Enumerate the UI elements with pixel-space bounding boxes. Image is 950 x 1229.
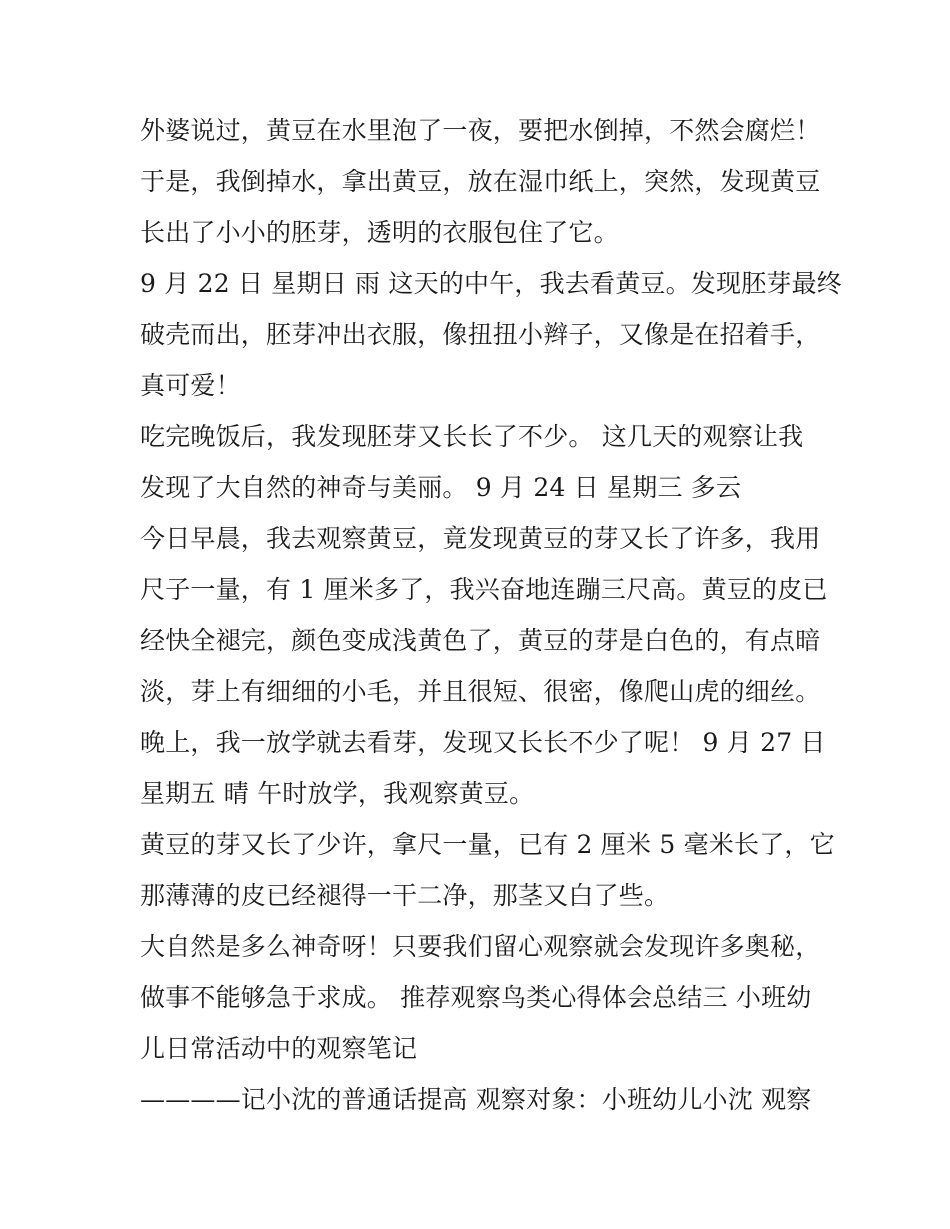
text-line: 破壳而出，胚芽冲出衣服，像扭扭小辫子，又像是在招着手， <box>140 320 821 349</box>
text-line: 黄豆的芽又长了少许，拿尺一量，已有 2 厘米 5 毫米长了，它 <box>140 830 835 859</box>
text-line: 尺子一量，有 1 厘米多了，我兴奋地连蹦三尺高。黄豆的皮已 <box>140 575 828 604</box>
text-line: 9 月 22 日 星期日 雨 这天的中午，我去看黄豆。发现胚芽最终 <box>140 269 843 298</box>
text-line: 儿日常活动中的观察笔记 <box>140 1034 418 1063</box>
text-line: 真可爱！ <box>140 371 241 400</box>
text-line: 晚上，我一放学就去看芽，发现又长长不少了呢！ 9 月 27 日 <box>140 728 826 757</box>
text-line: 今日早晨，我去观察黄豆，竟发现黄豆的芽又长了许多，我用 <box>140 524 821 553</box>
text-line: 星期五 晴 午时放学，我观察黄豆。 <box>140 779 535 808</box>
text-line: 外婆说过，黄豆在水里泡了一夜，要把水倒掉，不然会腐烂！ <box>140 116 821 145</box>
text-line: ————记小沈的普通话提高 观察对象：小班幼儿小沈 观察 <box>140 1085 812 1114</box>
text-line: 大自然是多么神奇呀！只要我们留心观察就会发现许多奥秘， <box>140 932 821 961</box>
document-body <box>140 105 843 1125</box>
text-line: 经快全褪完，颜色变成浅黄色了，黄豆的芽是白色的，有点暗 <box>140 626 821 655</box>
text-line: 发现了大自然的神奇与美丽。 9 月 24 日 星期三 多云 <box>140 473 742 502</box>
text-line: 长出了小小的胚芽，透明的衣服包住了它。 <box>140 218 619 247</box>
text-line: 做事不能够急于求成。 推荐观察鸟类心得体会总结三 小班幼 <box>140 983 812 1012</box>
text-line: 淡，芽上有细细的小毛，并且很短、很密，像爬山虎的细丝。 <box>140 677 821 706</box>
text-line: 吃完晚饭后，我发现胚芽又长长了不少。 这几天的观察让我 <box>140 422 804 451</box>
text-line: 那薄薄的皮已经褪得一干二净，那茎又白了些。 <box>140 881 670 910</box>
text-line: 于是，我倒掉水，拿出黄豆，放在湿巾纸上，突然，发现黄豆 <box>140 167 821 196</box>
